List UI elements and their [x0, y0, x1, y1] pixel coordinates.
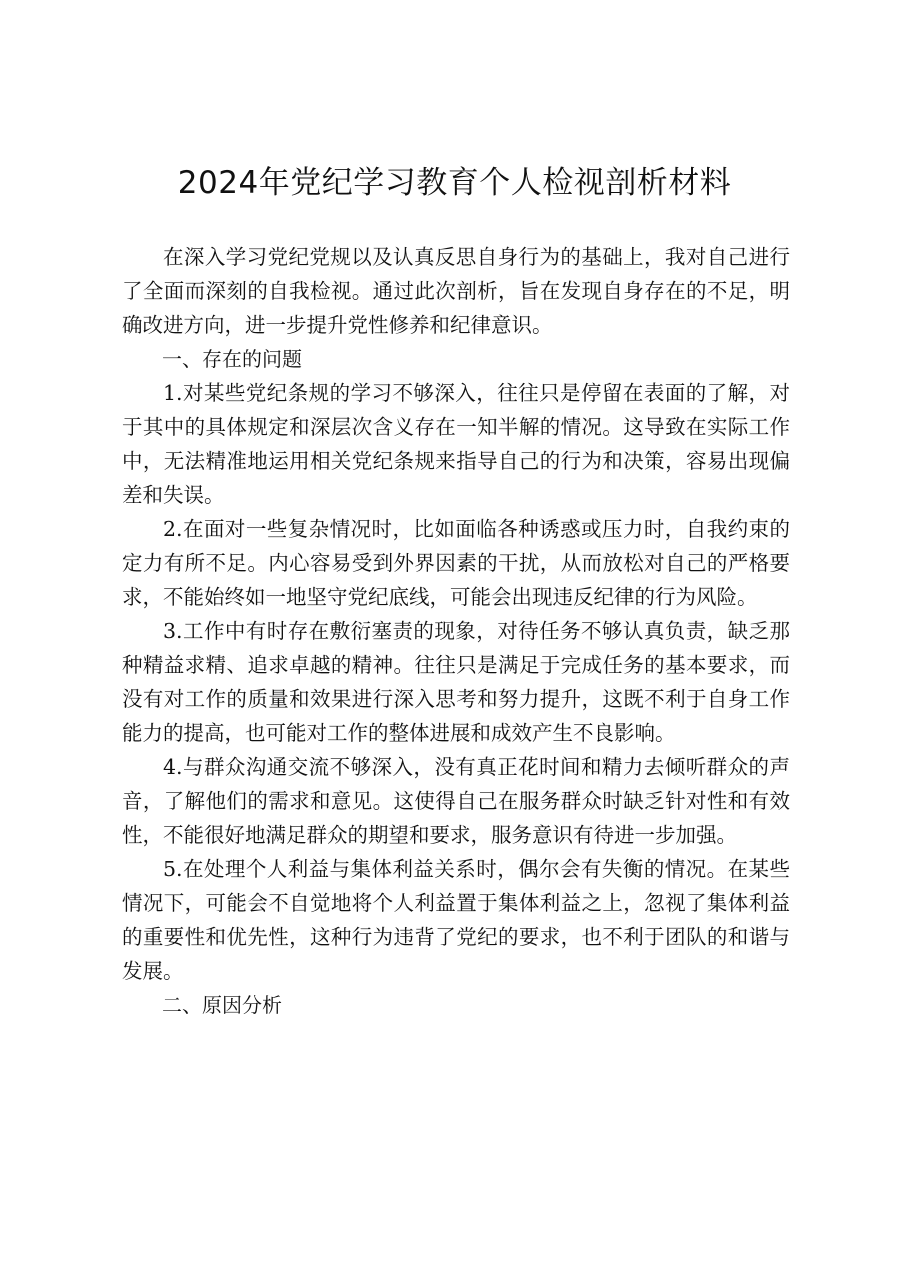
problem-item-5: 5.在处理个人利益与集体利益关系时，偶尔会有失衡的情况。在某些情况下，可能会不自觉地将个人利益置于集体利益之上，忽视了集体利益的重要性和优先性，这种行为违背了党纪的要求，也不利于团队的和谐与发展。: [122, 857, 790, 983]
section-heading-cause-analysis: 二、原因分析: [162, 993, 282, 1017]
problem-item-4: 4.与群众沟通交流不够深入，没有真正花时间和精力去倾听群众的声音，了解他们的需求和意见。这使得自己在服务群众时缺乏针对性和有效性，不能很好地满足群众的期望和要求，服务意识有待进一步加强。: [122, 755, 790, 847]
document-title: 2024年党纪学习教育个人检视剖析材料: [177, 165, 732, 201]
problem-item-1: 1.对某些党纪条规的学习不够深入，往往只是停留在表面的了解，对于其中的具体规定和深层次含义存在一知半解的情况。这导致在实际工作中，无法精准地运用相关党纪条规来指导自己的行为和决策，容易出现偏差和失误。: [122, 381, 790, 507]
intro-paragraph: 在深入学习党纪党规以及认真反思自身行为的基础上，我对自己进行了全面而深刻的自我检视。通过此次剖析，旨在发现自身存在的不足，明确改进方向，进一步提升党性修养和纪律意识。: [122, 245, 790, 337]
document-body: [122, 240, 790, 1022]
problem-item-3: 3.工作中有时存在敷衍塞责的现象，对待任务不够认真负责，缺乏那种精益求精、追求卓越的精神。往往只是满足于完成任务的基本要求，而没有对工作的质量和效果进行深入思考和努力提升，这既不利于自身工作能力的提高，也可能对工作的整体进展和成效产生不良影响。: [122, 619, 790, 745]
section-heading-problems: 一、存在的问题: [162, 347, 302, 371]
problem-item-2: 2.在面对一些复杂情况时，比如面临各种诱惑或压力时，自我约束的定力有所不足。内心容易受到外界因素的干扰，从而放松对自己的严格要求，不能始终如一地坚守党纪底线，可能会出现违反纪律的行为风险。: [122, 517, 790, 609]
